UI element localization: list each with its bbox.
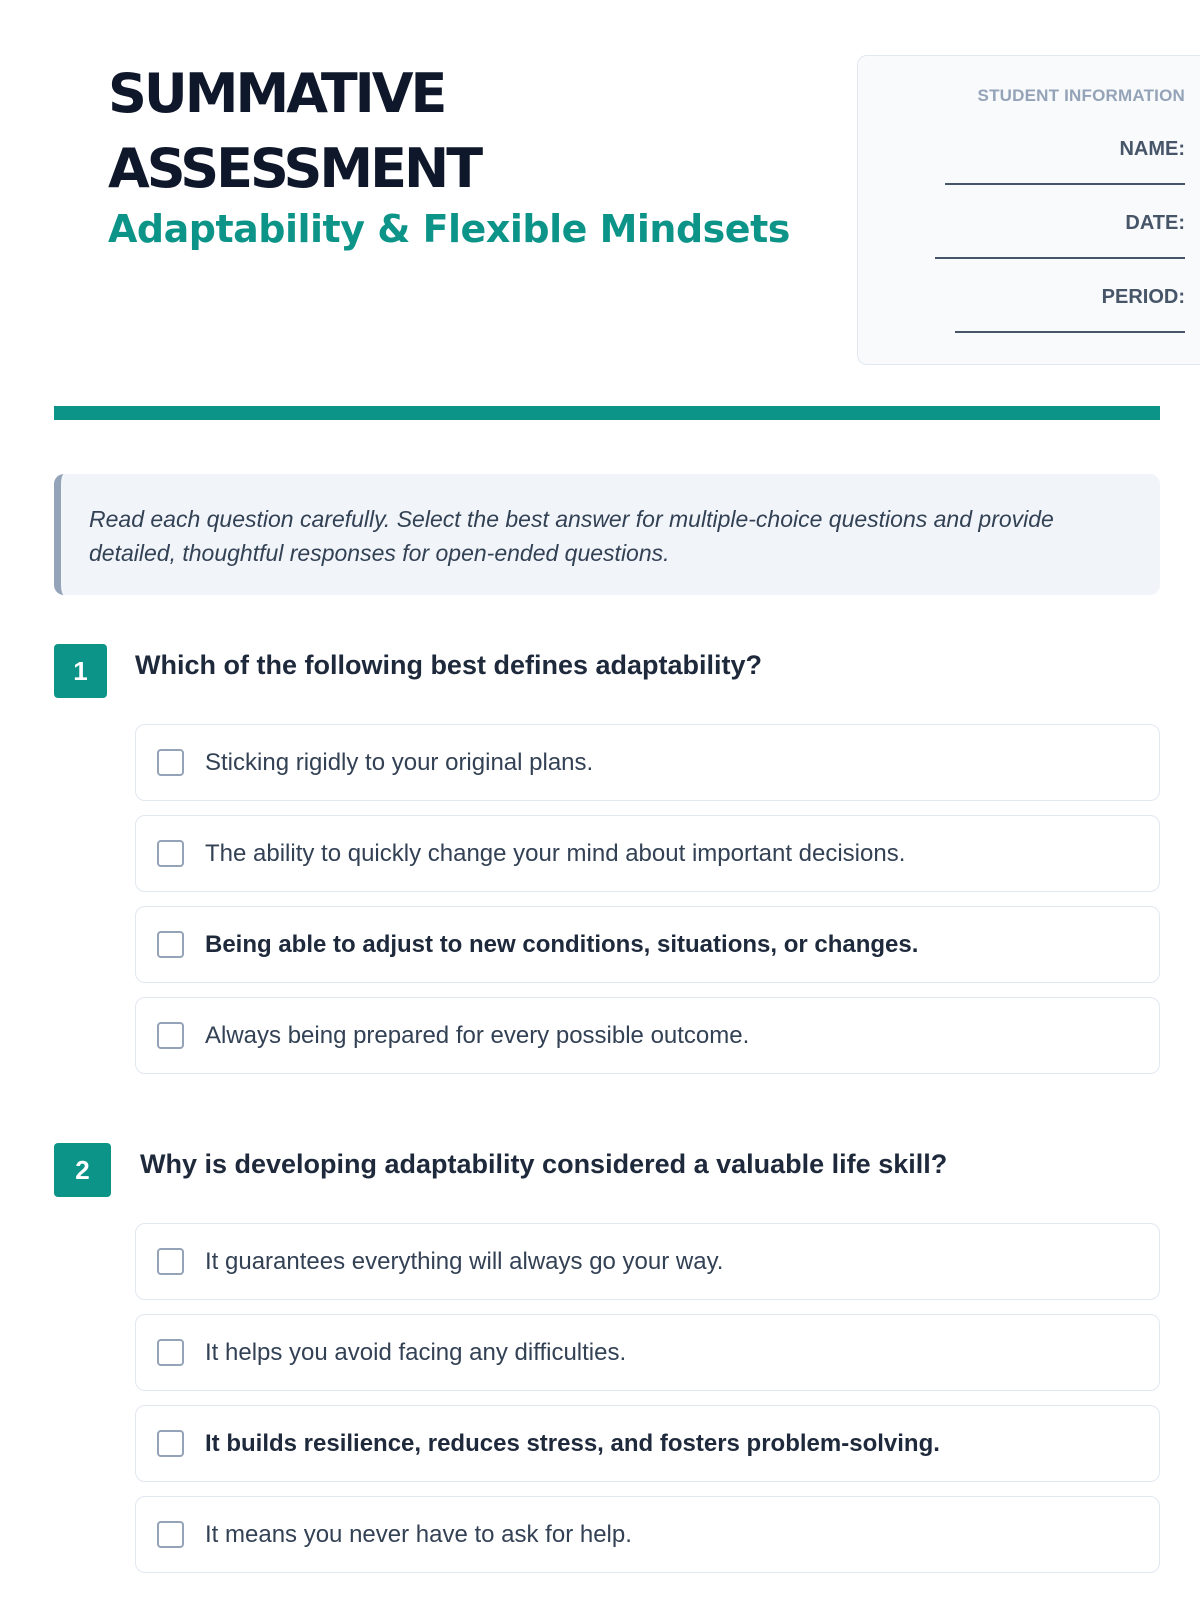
answer-option-1c[interactable] [135, 906, 1160, 983]
answer-option-1d[interactable] [135, 997, 1160, 1074]
answer-option-1b[interactable] [135, 815, 1160, 892]
question-text: Why is developing adaptability considered a valuable life skill? [140, 1149, 948, 1179]
answer-option-1a[interactable] [135, 724, 1160, 801]
student-info-heading: STUDENT INFORMATION [977, 86, 1185, 105]
question-text: Which of the following best defines adaptability? [135, 650, 763, 680]
period-label: PERIOD: [1101, 286, 1185, 308]
answer-option-text: The ability to quickly change your mind about important decisions. [205, 839, 906, 867]
header [54, 0, 1185, 420]
instructions-box: Read each question carefully. Select the best answer for multiple-choice questions and provide detailed, thoughtful responses for open-ended questions. [54, 474, 1160, 595]
checkbox[interactable] [157, 931, 184, 958]
answer-option-text: Sticking rigidly to your original plans. [205, 748, 594, 776]
checkbox[interactable] [157, 1430, 184, 1457]
title-line-1: SUMMATIVE [108, 62, 445, 125]
answer-option-text: It builds resilience, reduces stress, and fosters problem-solving. [205, 1429, 940, 1457]
accent-divider [54, 406, 1160, 420]
question-number-badge: 2 [54, 1143, 111, 1197]
subtitle: Adaptability & Flexible Mindsets [108, 207, 790, 251]
answer-option-text: It guarantees everything will always go your way. [205, 1247, 724, 1275]
checkbox[interactable] [157, 1521, 184, 1548]
question-number-badge: 1 [54, 644, 107, 698]
answer-option-text: It helps you avoid facing any difficulties. [205, 1338, 627, 1366]
answer-option-2b[interactable] [135, 1314, 1160, 1391]
answer-option-text: It means you never have to ask for help. [205, 1520, 632, 1548]
name-label: NAME: [1119, 138, 1185, 160]
name-field[interactable] [945, 183, 1185, 185]
date-field[interactable] [935, 257, 1185, 259]
answer-option-2c[interactable] [135, 1405, 1160, 1482]
checkbox[interactable] [157, 1339, 184, 1366]
answer-option-text: Always being prepared for every possible outcome. [205, 1021, 750, 1049]
checkbox[interactable] [157, 749, 184, 776]
checkbox[interactable] [157, 1022, 184, 1049]
checkbox[interactable] [157, 840, 184, 867]
answer-option-text: Being able to adjust to new conditions, situations, or changes. [205, 930, 919, 958]
title-line-2: ASSESSMENT [108, 137, 481, 200]
student-info-card [857, 55, 1200, 365]
checkbox[interactable] [157, 1248, 184, 1275]
date-label: DATE: [1125, 212, 1185, 234]
answer-option-2a[interactable] [135, 1223, 1160, 1300]
answer-option-2d[interactable] [135, 1496, 1160, 1573]
period-field[interactable] [955, 331, 1185, 333]
